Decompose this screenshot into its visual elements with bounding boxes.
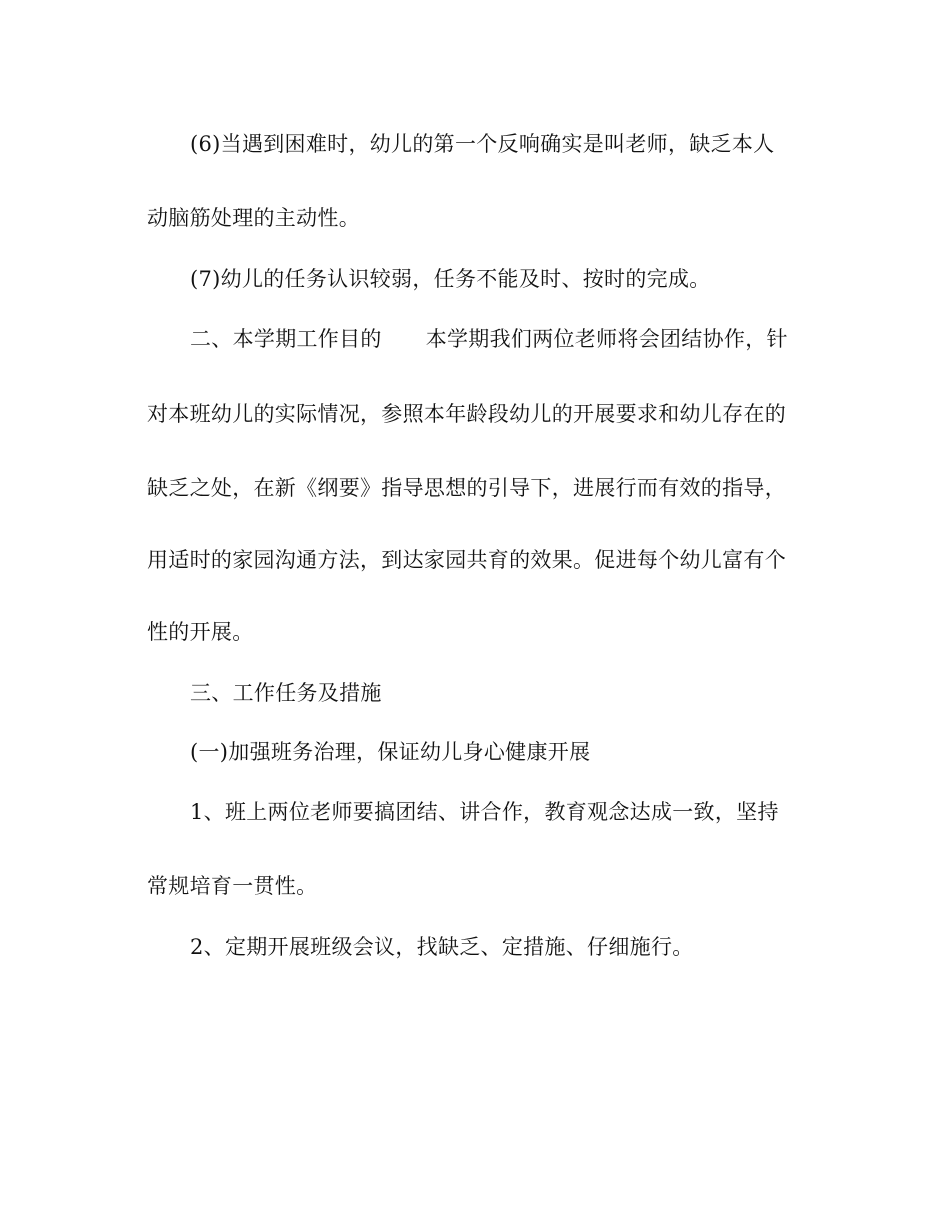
subsection-heading: (一)加强班务治理，保证幼儿身心健康开展 [190,740,591,764]
paragraph-line: 常规培育一贯性。 [147,874,318,898]
paragraph-line: 动脑筋处理的主动性。 [147,206,360,230]
paragraph-line: 用适时的家园沟通方法，到达家园共育的效果。促进每个幼儿富有个 [147,548,786,572]
paragraph-line: (7)幼儿的任务认识较弱，任务不能及时、按时的完成。 [190,267,711,291]
section-heading: 三、工作任务及措施 [190,681,382,705]
paragraph-line: 对本班幼儿的实际情况，参照本年龄段幼儿的开展要求和幼儿存在的 [147,402,786,426]
paragraph-text: 本学期我们两位老师将会团结协作，针 [425,327,788,351]
paragraph-line: 1、班上两位老师要搞团结、讲合作，教育观念达成一致，坚持 [190,800,779,824]
paragraph-line: 缺乏之处，在新《纲要》指导思想的引导下，进展行而有效的指导， [147,476,786,500]
section-heading-line [190,326,870,352]
paragraph-line: (6)当遇到困难时，幼儿的第一个反响确实是叫老师，缺乏本人 [190,132,775,156]
section-heading: 二、本学期工作目的 [190,327,382,351]
paragraph-line: 性的开展。 [147,620,254,644]
paragraph-line: 2、定期开展班级会议，找缺乏、定措施、仔细施行。 [190,935,694,959]
